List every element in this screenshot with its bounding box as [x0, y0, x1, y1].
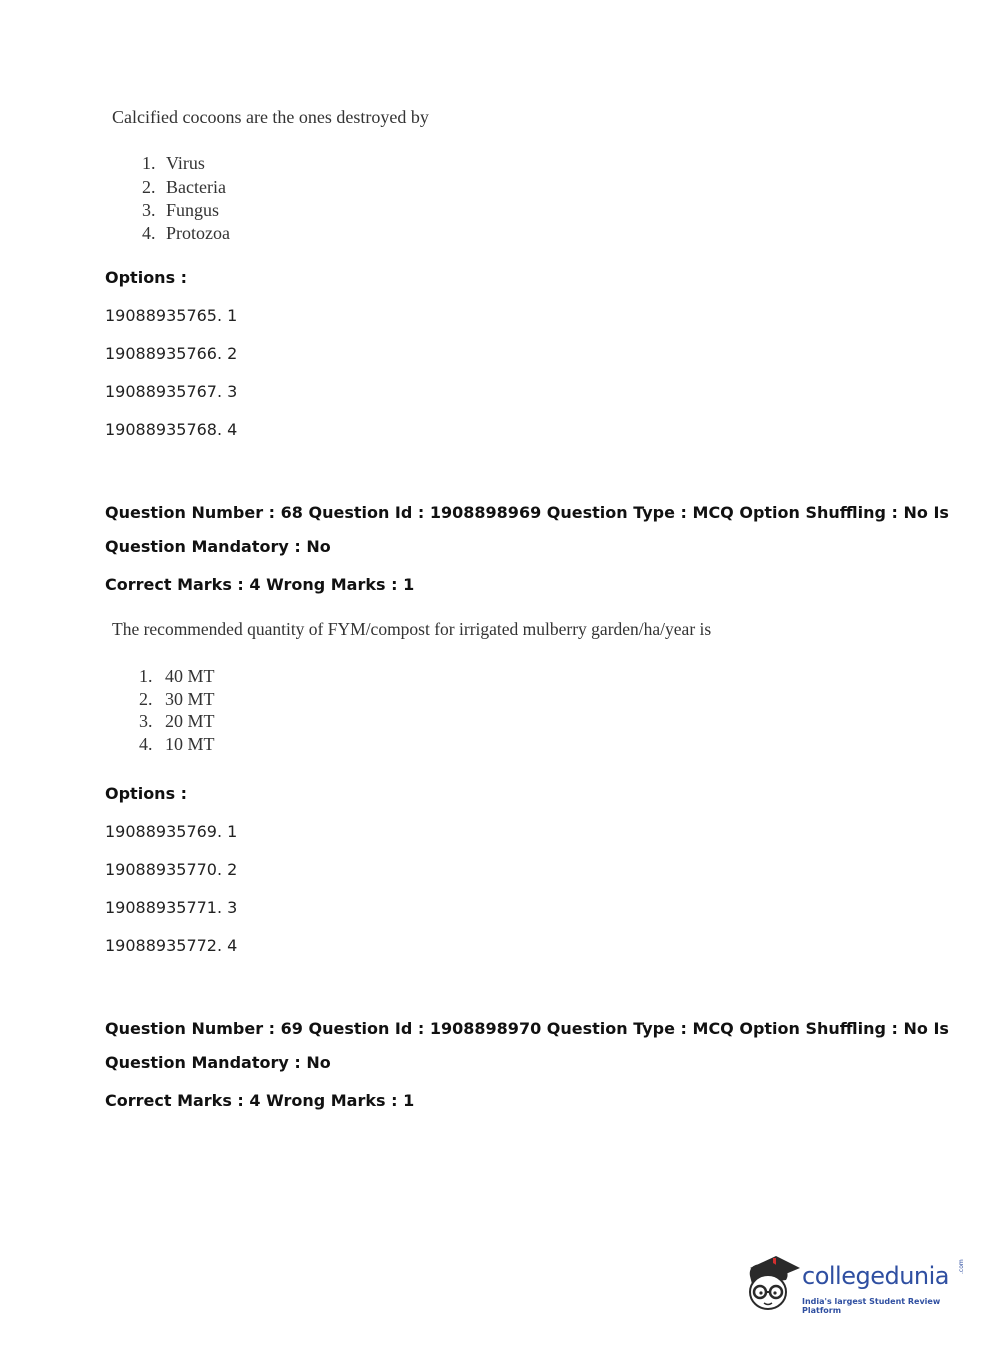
choice-number: 3. [142, 200, 156, 220]
logo-tagline: India's largest Student Review Platform [802, 1297, 941, 1315]
choice-label: Virus [166, 153, 205, 173]
question-68-header: Question Number : 68 Question Id : 1908898969 Question Type : MCQ Option Shuffling : No Is [105, 503, 949, 522]
question-67-choice-4 [142, 223, 230, 244]
question-69-header: Question Number : 69 Question Id : 1908898970 Question Type : MCQ Option Shuffling : No Is [105, 1019, 949, 1038]
choice-number: 2. [139, 689, 153, 709]
option-id: 19088935766. 2 [105, 344, 238, 363]
choice-label: 40 MT [165, 666, 215, 686]
question-67-choice-1 [142, 153, 205, 174]
question-68-marks: Correct Marks : 4 Wrong Marks : 1 [105, 575, 415, 594]
question-68-choice-1 [139, 666, 215, 687]
option-id: 19088935768. 4 [105, 420, 238, 439]
option-id: 19088935767. 3 [105, 382, 238, 401]
choice-number: 4. [139, 734, 153, 754]
question-68-mandatory: Question Mandatory : No [105, 537, 331, 556]
option-id: 19088935770. 2 [105, 860, 238, 879]
question-68-choice-4 [139, 734, 215, 755]
choice-label: 10 MT [165, 734, 215, 754]
option-id: 19088935765. 1 [105, 306, 238, 325]
question-67-text: Calcified cocoons are the ones destroyed by [112, 107, 429, 127]
choice-number: 1. [139, 666, 153, 686]
collegedunia-logo[interactable] [742, 1250, 972, 1320]
question-68-choice-3 [139, 711, 215, 732]
options-heading: Options : [105, 784, 188, 803]
choice-label: Bacteria [166, 177, 226, 197]
choice-number: 2. [142, 177, 156, 197]
choice-label: Fungus [166, 200, 220, 220]
collegedunia-mascot-icon [742, 1250, 802, 1314]
choice-label: Protozoa [166, 223, 230, 243]
option-id: 19088935772. 4 [105, 936, 238, 955]
question-68-text: The recommended quantity of FYM/compost for irrigated mulberry garden/ha/year is [112, 619, 712, 639]
question-69-marks: Correct Marks : 4 Wrong Marks : 1 [105, 1091, 415, 1110]
choice-label: 30 MT [165, 689, 215, 709]
choice-number: 3. [139, 711, 153, 731]
question-67-choice-2 [142, 177, 226, 198]
choice-label: 20 MT [165, 711, 215, 731]
choice-number: 1. [142, 153, 156, 173]
question-68-choice-2 [139, 689, 215, 710]
question-69-mandatory: Question Mandatory : No [105, 1053, 331, 1072]
logo-dotcom: .com [958, 1259, 965, 1274]
question-67-choice-3 [142, 200, 219, 221]
logo-wordmark: collegedunia [802, 1262, 950, 1290]
choice-number: 4. [142, 223, 156, 243]
option-id: 19088935771. 3 [105, 898, 238, 917]
options-heading: Options : [105, 268, 188, 287]
option-id: 19088935769. 1 [105, 822, 238, 841]
